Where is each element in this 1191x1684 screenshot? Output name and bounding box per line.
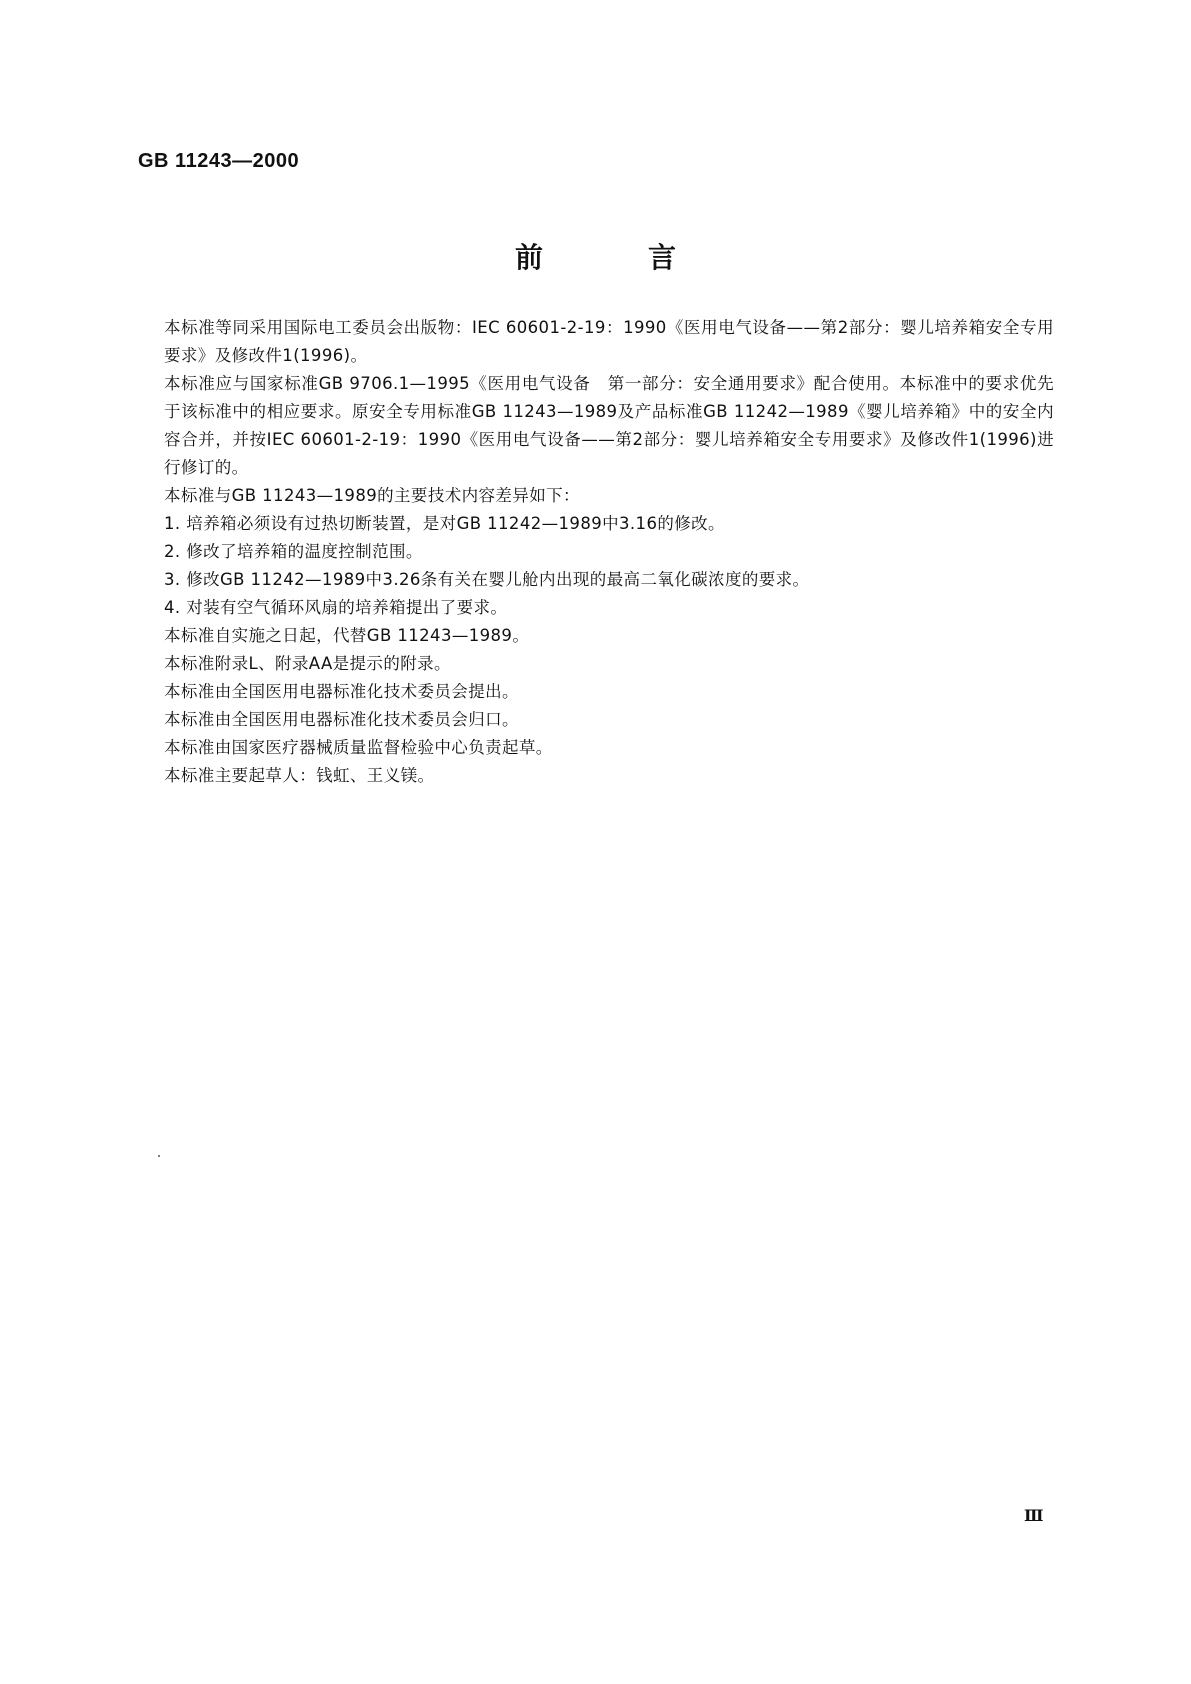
paragraph-drafted-by: 本标准由国家医疗器械质量监督检验中心负责起草。 (164, 738, 553, 757)
paragraph-annexes: 本标准附录L、附录AA是提示的附录。 (164, 654, 451, 673)
paragraph-proposed-by: 本标准由全国医用电器标准化技术委员会提出。 (164, 682, 519, 701)
foreword-body (164, 314, 1054, 790)
paragraph-differences-intro: 本标准与GB 11243—1989的主要技术内容差异如下： (164, 486, 580, 505)
list-item: 3. 修改GB 11242—1989中3.26条有关在婴儿舱内出现的最高二氧化碳浓度的要求。 (164, 570, 810, 589)
paragraph-adoption: 本标准等同采用国际电工委员会出版物：IEC 60601-2-19：1990《医用电气设备——第2部分：婴儿培养箱安全专用要求》及修改件1(1996)。 (164, 318, 1054, 365)
paragraph-replaces: 本标准自实施之日起，代替GB 11243—1989。 (164, 626, 530, 645)
scan-speck (158, 1155, 160, 1157)
paragraph-centralized-by: 本标准由全国医用电器标准化技术委员会归口。 (164, 710, 519, 729)
list-item: 1. 培养箱必须设有过热切断装置，是对GB 11242—1989中3.16的修改。 (164, 514, 725, 533)
standard-code: GB 11243—2000 (138, 150, 300, 172)
list-item: 2. 修改了培养箱的温度控制范围。 (164, 542, 423, 561)
paragraph-usage: 本标准应与国家标准GB 9706.1—1995《医用电气设备 第一部分：安全通用要求》配合使用。本标准中的要求优先于该标准中的相应要求。原安全专用标准GB 11243—1989及产品标准GB 11242—1989《婴儿培养箱》中的安全内容合并，并按IEC 60601-2-19：1990《医用电气设备——第2部分：婴儿培养箱安全专用要求》及修改件1(1996)进行修订的。 (164, 374, 1054, 477)
paragraph-drafters: 本标准主要起草人：钱虹、王义镁。 (164, 766, 435, 785)
page-title: 前言 (514, 241, 781, 274)
list-item: 4. 对装有空气循环风扇的培养箱提出了要求。 (164, 598, 508, 617)
page-number: Ⅲ (1024, 1508, 1044, 1525)
